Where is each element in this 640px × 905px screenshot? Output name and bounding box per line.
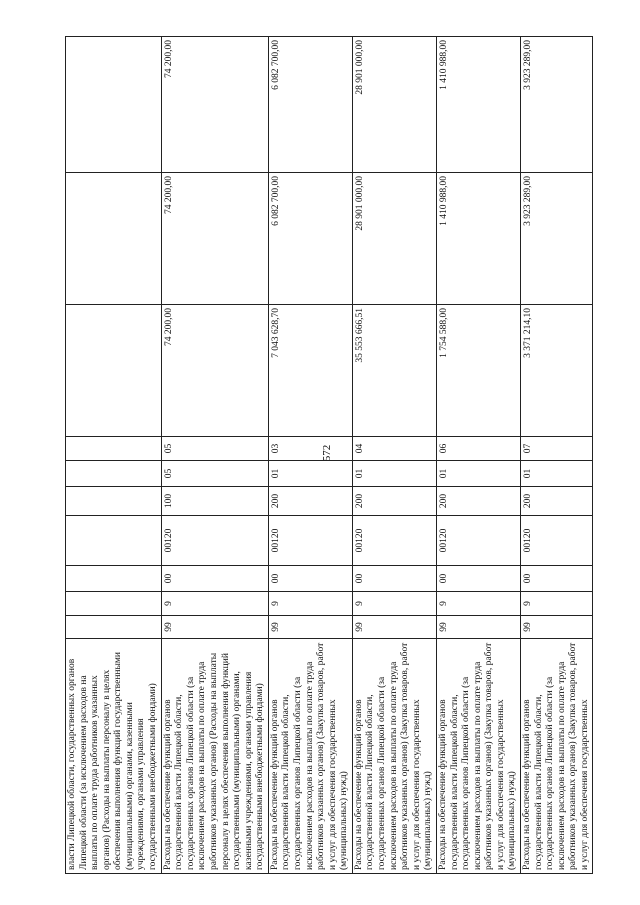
amount-cell-v3 [66, 37, 162, 173]
code-cell-c7: 06 [436, 437, 520, 461]
code-cell-c6: 01 [268, 461, 352, 487]
code-cell-c1: 99 [161, 616, 268, 639]
code-cell-c4: 00120 [161, 516, 268, 566]
code-cell-c5: 100 [161, 487, 268, 516]
code-cell-c7: 07 [520, 437, 592, 461]
table-row [268, 37, 352, 874]
expense-description: Расходы на обеспечение функций органов государственной власти Липецкой области, государственных органов Липецкой области (за исключением расходов на выплаты по оплате труда работников указанных органов) (Закупка товаров, работ и услуг для обеспечения государственных (муниципальных) нужд) [352, 639, 436, 874]
code-cell-c4 [66, 516, 162, 566]
code-cell-c3: 00 [520, 566, 592, 592]
table-container [65, 37, 590, 874]
amount-cell-v3: 74 200,00 [161, 37, 268, 173]
expense-description: власти Липецкой области, государственных органов Липецкой области (за исключением расходов на выплаты по оплате труда работников указанных органов) (Расходы на выплаты персоналу в целях обеспечения выполнения функций государственными (муниципальными) органами, казенными учреждениями, органами управления государственными внебюджетными фондами) [66, 639, 162, 874]
table-row [66, 37, 162, 874]
code-cell-c2: 9 [520, 592, 592, 616]
code-cell-c3: 00 [352, 566, 436, 592]
code-cell-c7: 04 [352, 437, 436, 461]
table-row [520, 37, 592, 874]
code-cell-c6: 01 [436, 461, 520, 487]
code-cell-c4: 00120 [520, 516, 592, 566]
code-cell-c3 [66, 566, 162, 592]
code-cell-c7: 05 [161, 437, 268, 461]
amount-cell-v3: 28 901 000,00 [352, 37, 436, 173]
code-cell-c1: 99 [268, 616, 352, 639]
code-cell-c2: 9 [161, 592, 268, 616]
code-cell-c4: 00120 [436, 516, 520, 566]
amount-cell-v2: 3 923 289,00 [520, 173, 592, 305]
code-cell-c6 [66, 461, 162, 487]
code-cell-c4: 00120 [268, 516, 352, 566]
code-cell-c7 [66, 437, 162, 461]
code-cell-c7: 03 [268, 437, 352, 461]
code-cell-c1: 99 [352, 616, 436, 639]
table-row [161, 37, 268, 874]
amount-cell-v1 [66, 305, 162, 437]
code-cell-c1: 99 [520, 616, 592, 639]
code-cell-c6: 01 [352, 461, 436, 487]
amount-cell-v2: 74 200,00 [161, 173, 268, 305]
code-cell-c4: 00120 [352, 516, 436, 566]
amount-cell-v2: 6 082 700,00 [268, 173, 352, 305]
amount-cell-v1: 3 371 214,10 [520, 305, 592, 437]
code-cell-c1 [66, 616, 162, 639]
code-cell-c5: 200 [268, 487, 352, 516]
code-cell-c2: 9 [352, 592, 436, 616]
expense-description: Расходы на обеспечение функций органов государственной власти Липецкой области, государственных органов Липецкой области (за исключением расходов на выплаты по оплате труда работников указанных органов) (Закупка товаров, работ и услуг для обеспечения государственных (муниципальных) нужд) [436, 639, 520, 874]
code-cell-c2: 9 [268, 592, 352, 616]
code-cell-c3: 00 [268, 566, 352, 592]
code-cell-c3: 00 [161, 566, 268, 592]
code-cell-c2: 9 [436, 592, 520, 616]
budget-table [65, 36, 593, 874]
amount-cell-v2: 1 410 988,00 [436, 173, 520, 305]
table-row [352, 37, 436, 874]
code-cell-c2 [66, 592, 162, 616]
amount-cell-v1: 1 754 588,00 [436, 305, 520, 437]
code-cell-c6: 05 [161, 461, 268, 487]
code-cell-c3: 00 [436, 566, 520, 592]
expense-description: Расходы на обеспечение функций органов государственной власти Липецкой области, государственных органов Липецкой области (за исключением расходов на выплаты по оплате труда работников указанных органов) (Закупка товаров, работ и услуг для обеспечения государственных [520, 639, 592, 874]
code-cell-c5: 200 [352, 487, 436, 516]
amount-cell-v2: 28 901 000,00 [352, 173, 436, 305]
amount-cell-v3: 6 082 700,00 [268, 37, 352, 173]
code-cell-c6: 01 [520, 461, 592, 487]
table-row [436, 37, 520, 874]
amount-cell-v1: 74 200,00 [161, 305, 268, 437]
page-number: 572 [321, 444, 333, 462]
expense-description: Расходы на обеспечение функций органов государственной власти Липецкой области, государственных органов Липецкой области (за исключением расходов на выплаты по оплате труда работников указанных органов) (Расходы на выплаты персоналу в целях обеспечения выполнения функций государственными (муниципальными) органами, казенными учреждениями, органами управления государственными внебюджетными фондами) [161, 639, 268, 874]
expense-description: Расходы на обеспечение функций органов государственной власти Липецкой области, государственных органов Липецкой области (за исключением расходов на выплаты по оплате труда работников указанных органов) (Закупка товаров, работ и услуг для обеспечения государственных (муниципальных) нужд) [268, 639, 352, 874]
code-cell-c5 [66, 487, 162, 516]
amount-cell-v3: 3 923 289,00 [520, 37, 592, 173]
amount-cell-v2 [66, 173, 162, 305]
amount-cell-v1: 35 553 666,51 [352, 305, 436, 437]
amount-cell-v3: 1 410 988,00 [436, 37, 520, 173]
amount-cell-v1: 7 043 628,70 [268, 305, 352, 437]
code-cell-c5: 200 [436, 487, 520, 516]
code-cell-c1: 99 [436, 616, 520, 639]
code-cell-c5: 200 [520, 487, 592, 516]
